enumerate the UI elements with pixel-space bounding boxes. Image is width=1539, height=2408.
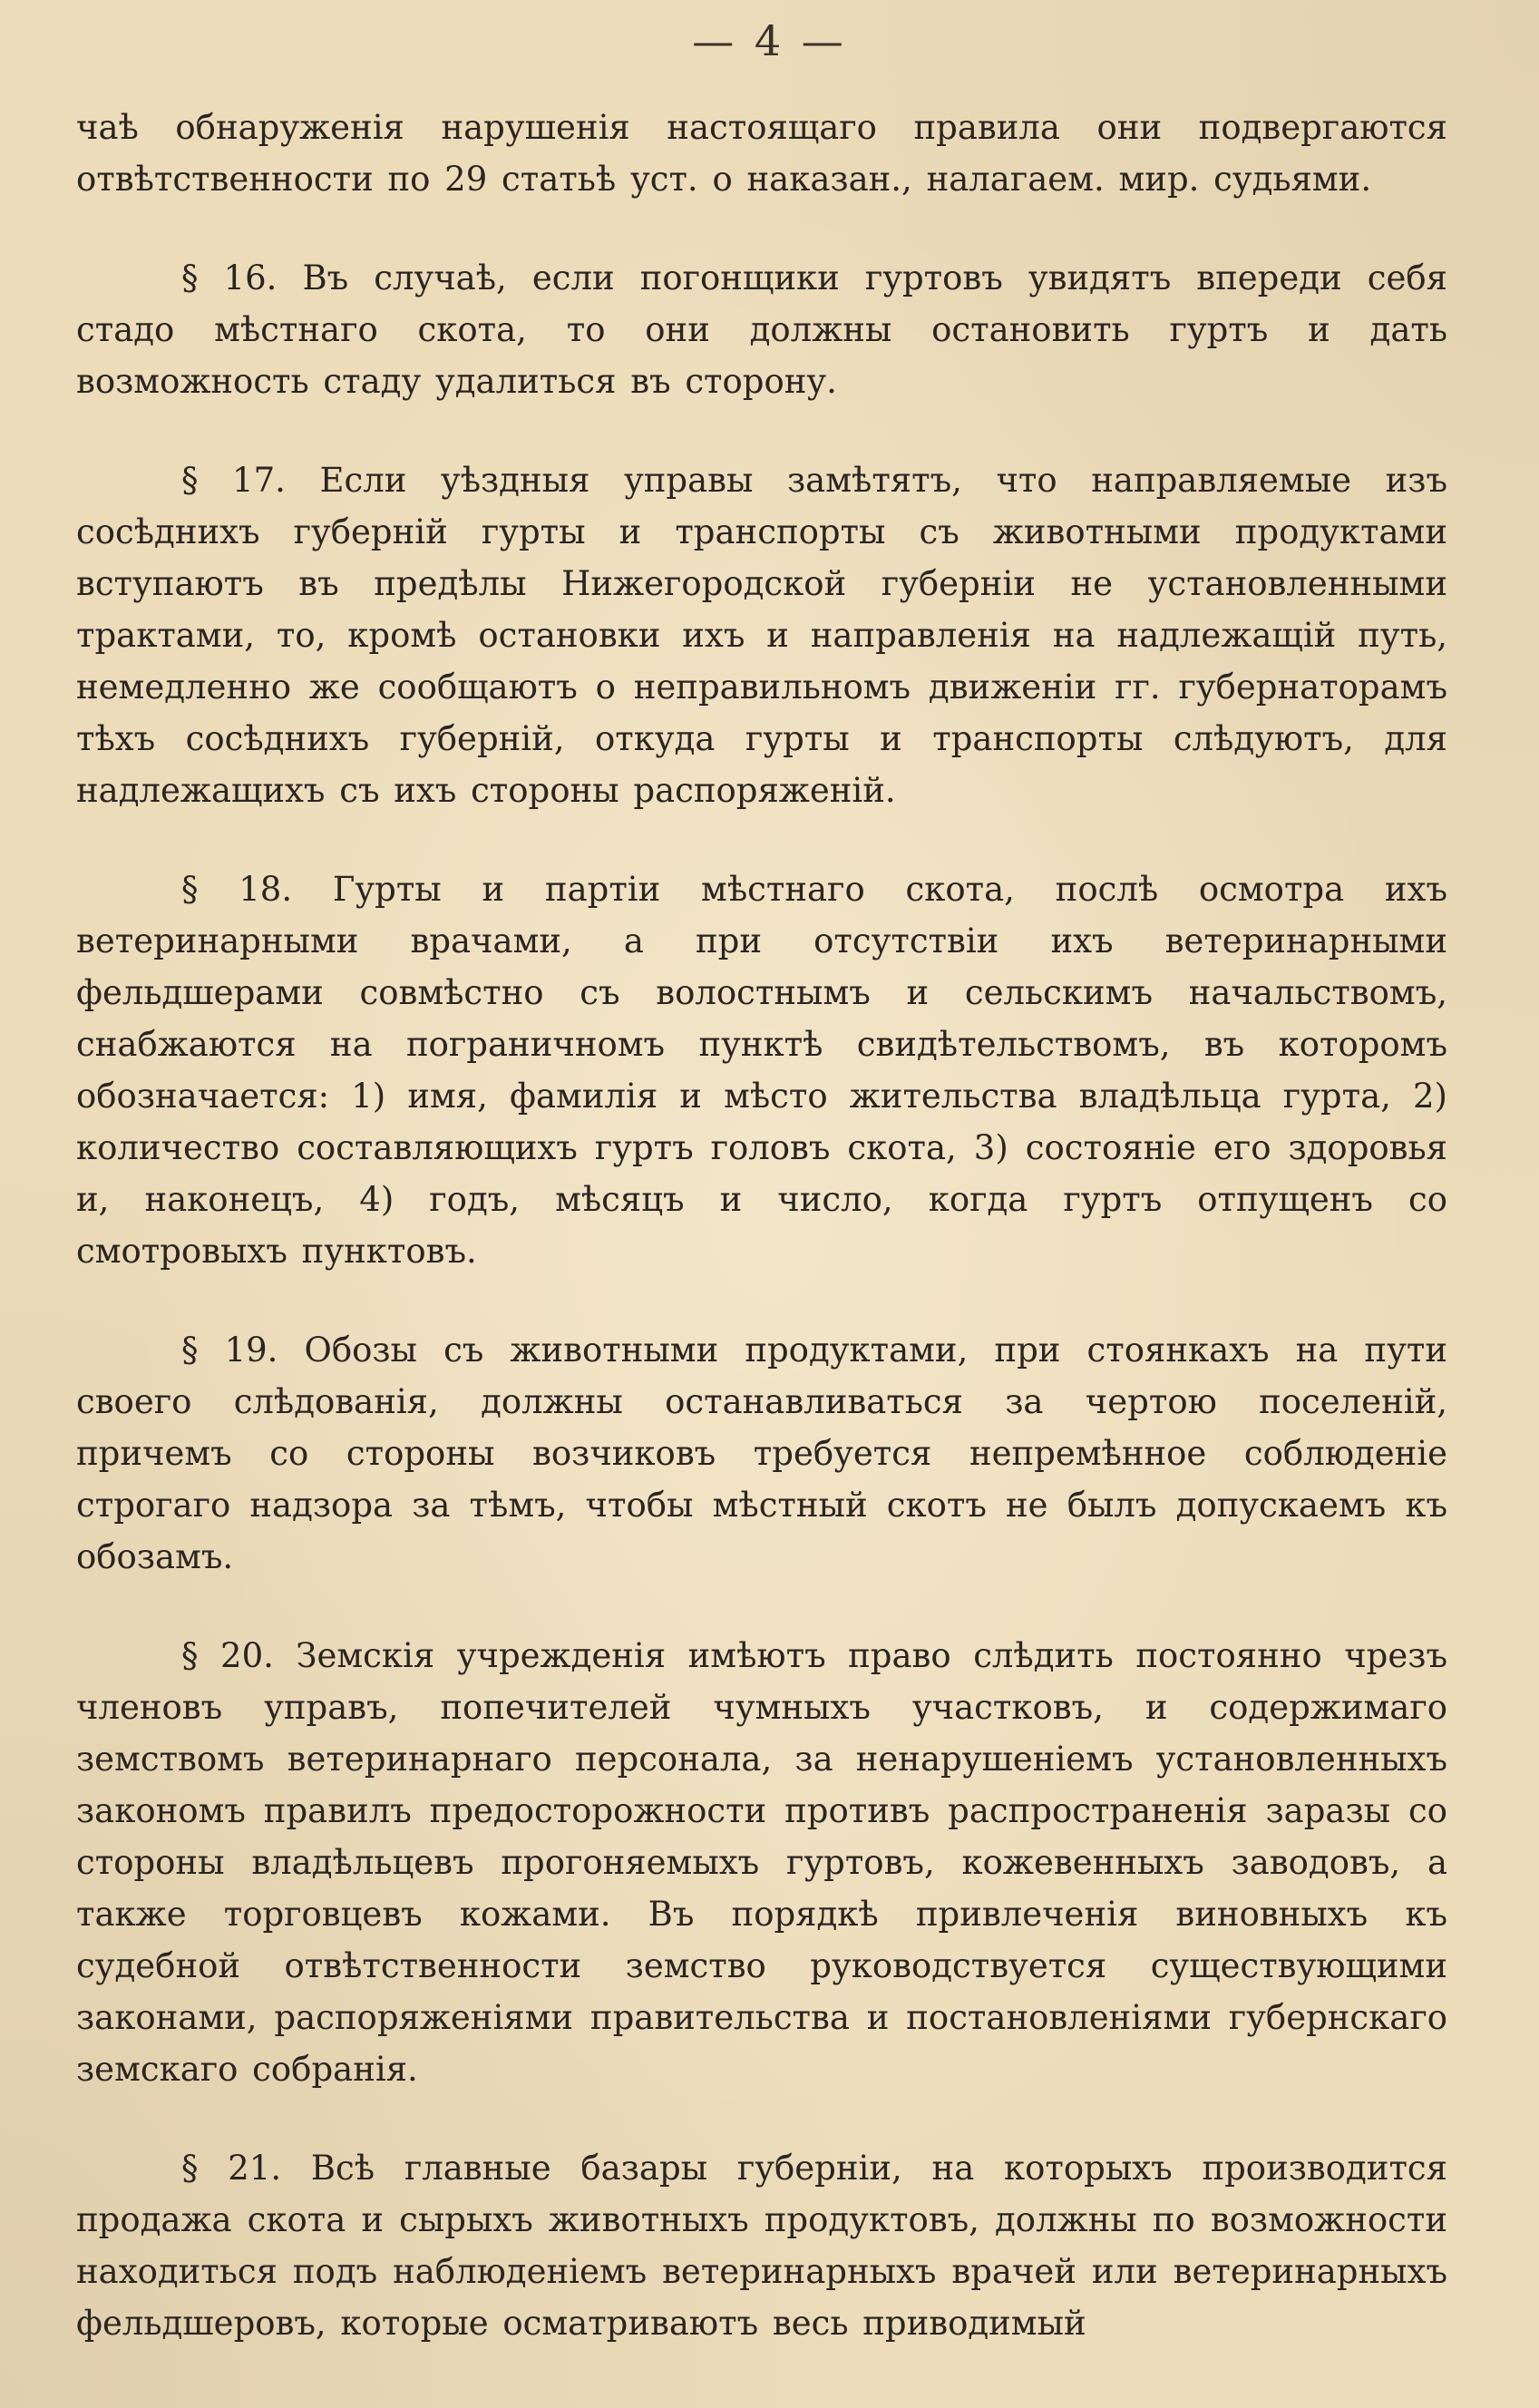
document-body: [76, 102, 1447, 2396]
paragraph-continuation: чаѣ обнаруженія нарушенія настоящаго правила они подвергаются отвѣтственности по 29 статьѣ уст. о наказан., налагаем. мир. судьями.: [76, 108, 1447, 199]
paragraph-section-21: § 21. Всѣ главные базары губерніи, на которыхъ производится продажа скота и сырыхъ животныхъ продуктовъ, должны по возможности находиться подъ наблюденіемъ ветеринарныхъ врачей или ветеринарныхъ фельдшеровъ, которые осматриваютъ весь приводимый: [76, 2149, 1447, 2343]
paragraph-section-18: § 18. Гурты и партіи мѣстнаго скота, послѣ осмотра ихъ ветеринарными врачами, а при отсутствіи ихъ ветеринарными фельдшерами совмѣстно съ волостнымъ и сельскимъ начальствомъ, снабжаются на пограничномъ пунктѣ свидѣтельствомъ, въ которомъ обозначается: 1) имя, фамилія и мѣсто жительства владѣльца гурта, 2) количество составляющихъ гуртъ головъ скота, 3) состояніе его здоровья и, наконецъ, 4) годъ, мѣсяцъ и число, когда гуртъ отпущенъ со смотровыхъ пунктовъ.: [76, 870, 1447, 1271]
paragraph-section-19: § 19. Обозы съ животными продуктами, при стоянкахъ на пути своего слѣдованія, должны останавливаться за чертою поселеній, причемъ со стороны возчиковъ требуется непремѣнное соблюденіе строгаго надзора за тѣмъ, чтобы мѣстный скотъ не былъ допускаемъ къ обозамъ.: [76, 1331, 1447, 1576]
paragraph-section-16: § 16. Въ случаѣ, если погонщики гуртовъ увидятъ впереди себя стадо мѣстнаго скота, то они должны остановить гуртъ и дать возможность стаду удалиться въ сторону.: [76, 258, 1447, 401]
paragraph-section-20: § 20. Земскія учрежденія имѣютъ право слѣдить постоянно чрезъ членовъ управъ, попечителей чумныхъ участковъ, и содержимаго земствомъ ветеринарнаго персонала, за ненарушеніемъ установленныхъ закономъ правилъ предосторожности противъ распространенія заразы со стороны владѣльцевъ прогоняемыхъ гуртовъ, кожевенныхъ заводовъ, а также торговцевъ кожами. Въ порядкѣ привлеченія виновныхъ къ судебной отвѣтственности земство руководствуется существующими законами, распоряженіями правительства и постановленіями губернскаго земскаго собранія.: [76, 1636, 1447, 2089]
paragraph-section-17: § 17. Если уѣздныя управы замѣтятъ, что направляемые изъ сосѣднихъ губерній гурты и транспорты съ животными продуктами вступаютъ въ предѣлы Нижегородской губерніи не установленными трактами, то, кромѣ остановки ихъ и направленія на надлежащій путь, немедленно же сообщаютъ о неправильномъ движеніи гг. губернаторамъ тѣхъ сосѣднихъ губерній, откуда гурты и транспорты слѣдуютъ, для надлежащихъ съ ихъ стороны распоряженій.: [76, 461, 1447, 810]
page-number: — 4 —: [692, 16, 847, 65]
